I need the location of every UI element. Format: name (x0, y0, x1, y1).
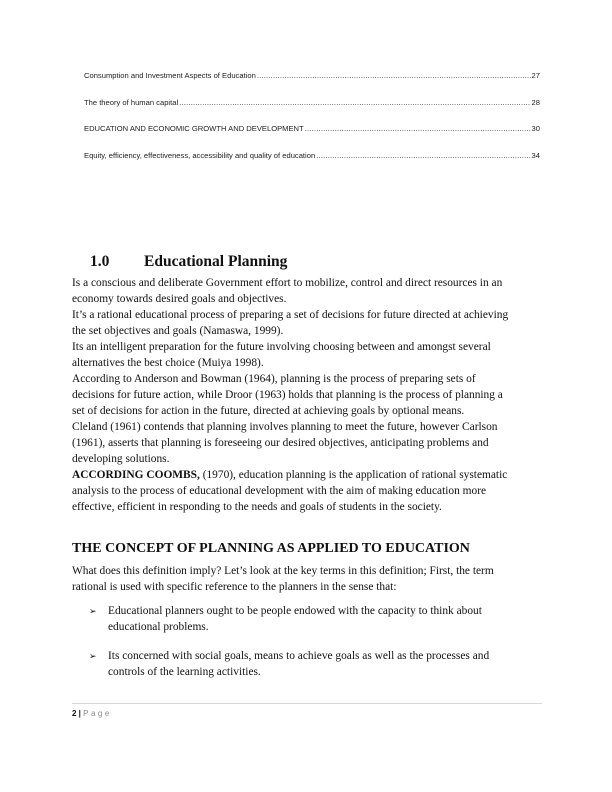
section-number: 1.0 (90, 253, 110, 270)
coombs-bold: ACCORDING COOMBS, (72, 469, 200, 481)
text-line: developing solutions. (72, 453, 170, 465)
text-line: Is a conscious and deliberate Government effort to mobilize, control and direct resources in an (72, 277, 503, 289)
arrow-bullet-icon: ➢ (89, 606, 97, 616)
text-line: What does this definition imply? Let’s look at the key terms in this definition; First, the term (72, 565, 494, 577)
toc-entry[interactable] (84, 70, 540, 80)
toc-leader-dots (179, 98, 530, 107)
toc-entry-title: Consumption and Investment Aspects of Education (84, 71, 256, 80)
toc-entry-page: 28 (531, 98, 540, 107)
text-line: It’s a rational educational process of preparing a set of decisions for future directed at achieving (72, 309, 509, 321)
footer-divider (72, 703, 542, 704)
page-footer (72, 709, 112, 718)
text-line: alternatives the best choice (Muiya 1998). (72, 357, 264, 369)
text-line: Its an intelligent preparation for the future involving choosing between and amongst several (72, 341, 491, 353)
text-line: economy towards desired goals and objectives. (72, 293, 287, 305)
text-line: (1961), asserts that planning is foreseeing our desired objectives, anticipating problems and (72, 437, 489, 449)
bullet-line: Its concerned with social goals, means to achieve goals as well as the processes and (108, 650, 490, 662)
page-label: Page (83, 709, 112, 718)
bullet-line: educational problems. (108, 621, 209, 633)
concept-paragraph (72, 563, 542, 595)
toc-entry[interactable] (84, 123, 540, 133)
text-line: effective, efficient in responding to the needs and goals of students in the society. (72, 501, 442, 513)
text-line: analysis to the process of educational development with the aim of making education more (72, 485, 487, 497)
definitions-paragraph (72, 275, 542, 467)
coombs-paragraph (72, 467, 542, 515)
section-title: Educational Planning (144, 253, 288, 270)
toc-entry-title: The theory of human capital (84, 98, 179, 107)
page-number: 2 (72, 709, 77, 718)
footer-separator: | (76, 709, 84, 718)
text-line: set of decisions for action in the future, directed at achieving goals by optional means. (72, 405, 465, 417)
toc-entry-page: 30 (531, 124, 540, 133)
bullet-line: Educational planners ought to be people endowed with the capacity to think about (108, 605, 482, 617)
text-line: rational is used with specific reference to the planners in the sense that: (72, 581, 397, 593)
coombs-rest: (1970), education planning is the application of rational systematic (199, 469, 508, 481)
text-line: decisions for future action, while Droor (1963) holds that planning is the process of planning a (72, 389, 503, 401)
toc-leader-dots (257, 71, 531, 80)
toc-entry[interactable] (84, 97, 540, 107)
toc-leader-dots (316, 151, 530, 160)
toc-leader-dots (305, 124, 531, 133)
toc-entry-title: Equity, efficiency, effectiveness, accessibility and quality of education (84, 151, 316, 160)
concept-heading: THE CONCEPT OF PLANNING AS APPLIED TO EDUCATION (72, 541, 470, 556)
text-line: Cleland (1961) contends that planning involves planning to meet the future, however Carlson (72, 421, 498, 433)
bullet-line: controls of the learning activities. (108, 666, 261, 678)
toc-entry-title: EDUCATION AND ECONOMIC GROWTH AND DEVELOPMENT (84, 124, 304, 133)
toc-entry-page: 34 (531, 151, 540, 160)
text-line: According to Anderson and Bowman (1964), planning is the process of preparing sets of (72, 373, 476, 385)
toc-entry-page: 27 (531, 71, 540, 80)
toc-entry[interactable] (84, 150, 540, 160)
text-line: the set objectives and goals (Namaswa, 1999). (72, 325, 284, 337)
text-line (72, 467, 542, 483)
arrow-bullet-icon: ➢ (89, 651, 97, 661)
